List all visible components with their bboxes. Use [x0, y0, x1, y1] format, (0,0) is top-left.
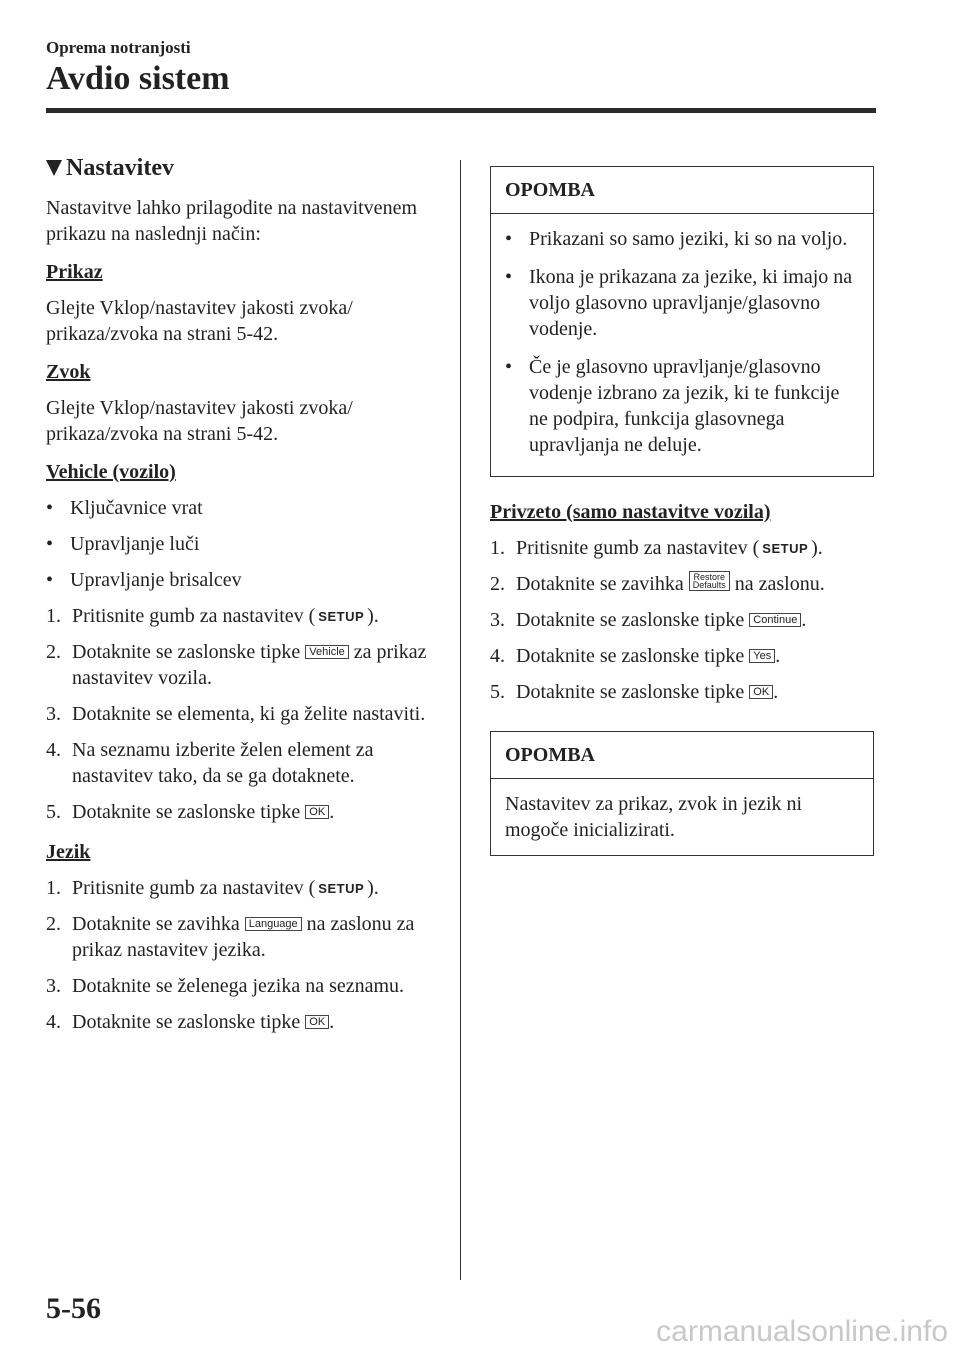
language-screen-key: Language [245, 917, 302, 931]
list-item: • Upravljanje luči [46, 533, 200, 555]
bullet-icon: • [46, 569, 54, 591]
zvok-heading: Zvok [46, 361, 91, 383]
list-item: • Ključavnice vrat [46, 497, 203, 519]
header-rule [46, 108, 876, 113]
privzeto-step: 2. Dotaknite se zavihka Restore Defaults na zaslonu. [490, 572, 825, 595]
chapter-label: Oprema notranjosti [46, 38, 191, 57]
jezik-step: 1. Pritisnite gumb za nastavitev ( SETUP ). [46, 877, 379, 899]
intro-text: Nastavitve lahko prilagodite na nastavitvenem prikazu na naslednji način: [46, 197, 417, 245]
section-title: Nastavitev [46, 155, 446, 181]
page-title: Avdio sistem [46, 60, 230, 97]
vehicle-screen-key: Vehicle [305, 645, 348, 659]
note-box [490, 731, 874, 856]
setup-button-icon: SETUP [318, 609, 365, 624]
privzeto-heading: Privzeto (samo nastavitve vozila) [490, 501, 771, 523]
list-item: • Če je glasovno upravljanje/glasovno vodenje izbrano za jezik, ki te funkcije ne podpira, funkcija glasovnega upravljanja ne deluje. [505, 356, 840, 456]
note-heading: OPOMBA [491, 167, 873, 214]
bullet-icon: • [46, 497, 54, 519]
jezik-heading: Jezik [46, 841, 91, 863]
left-column [46, 155, 446, 1045]
restore-defaults-screen-key: Restore Defaults [689, 571, 730, 591]
vehicle-step: 4. Na seznamu izberite želen element za nastavitev tako, da se ga dotaknete. [46, 739, 374, 787]
page-number: 5-56 [46, 1292, 101, 1325]
triangle-marker-icon [46, 160, 62, 176]
bullet-icon: • [505, 266, 513, 288]
bullet-icon: • [46, 533, 54, 555]
continue-screen-key: Continue [749, 613, 801, 627]
ok-screen-key: OK [305, 1015, 329, 1029]
prikaz-heading: Prikaz [46, 261, 103, 283]
vehicle-step: 1. Pritisnite gumb za nastavitev ( SETUP ). [46, 605, 379, 627]
ok-screen-key: OK [305, 805, 329, 819]
setup-button-icon: SETUP [762, 541, 809, 556]
jezik-step: 2. Dotaknite se zavihka Language na zaslonu za prikaz nastavitev jezika. [46, 913, 415, 961]
vehicle-step: 2. Dotaknite se zaslonske tipke Vehicle za prikaz nastavitev vozila. [46, 641, 427, 689]
setup-button-icon: SETUP [318, 881, 365, 896]
privzeto-step: 4. Dotaknite se zaslonske tipke Yes . [490, 645, 781, 667]
privzeto-step: 5. Dotaknite se zaslonske tipke OK . [490, 681, 779, 703]
note-body: Nastavitev za prikaz, zvok in jezik ni mogoče inicializirati. [505, 793, 803, 841]
privzeto-step: 1. Pritisnite gumb za nastavitev ( SETUP ). [490, 537, 823, 559]
note-body [491, 214, 873, 476]
ok-screen-key: OK [749, 685, 773, 699]
column-divider [460, 160, 461, 1280]
note-box [490, 166, 874, 477]
list-item: • Upravljanje brisalcev [46, 569, 242, 591]
bullet-icon: • [505, 228, 513, 250]
privzeto-step: 3. Dotaknite se zaslonske tipke Continue . [490, 609, 807, 631]
jezik-step: 3. Dotaknite se želenega jezika na seznamu. [46, 975, 405, 997]
yes-screen-key: Yes [749, 649, 775, 663]
list-item: • Prikazani so samo jeziki, ki so na voljo. [505, 228, 848, 250]
list-item: • Ikona je prikazana za jezike, ki imajo na voljo glasovno upravljanje/glasovno vodenje. [505, 266, 853, 340]
note-heading: OPOMBA [491, 732, 873, 779]
prikaz-text: Glejte Vklop/nastavitev jakosti zvoka/ prikaza/zvoka na strani 5-42. [46, 297, 353, 345]
vehicle-step: 5. Dotaknite se zaslonske tipke OK . [46, 801, 335, 823]
vehicle-step: 3. Dotaknite se elementa, ki ga želite nastaviti. [46, 703, 426, 725]
zvok-text: Glejte Vklop/nastavitev jakosti zvoka/ prikaza/zvoka na strani 5-42. [46, 397, 353, 445]
vehicle-heading: Vehicle (vozilo) [46, 461, 176, 483]
jezik-step: 4. Dotaknite se zaslonske tipke OK . [46, 1011, 335, 1033]
watermark: carmanualsonline.info [656, 1315, 948, 1348]
right-column [490, 166, 874, 856]
bullet-icon: • [505, 356, 513, 378]
